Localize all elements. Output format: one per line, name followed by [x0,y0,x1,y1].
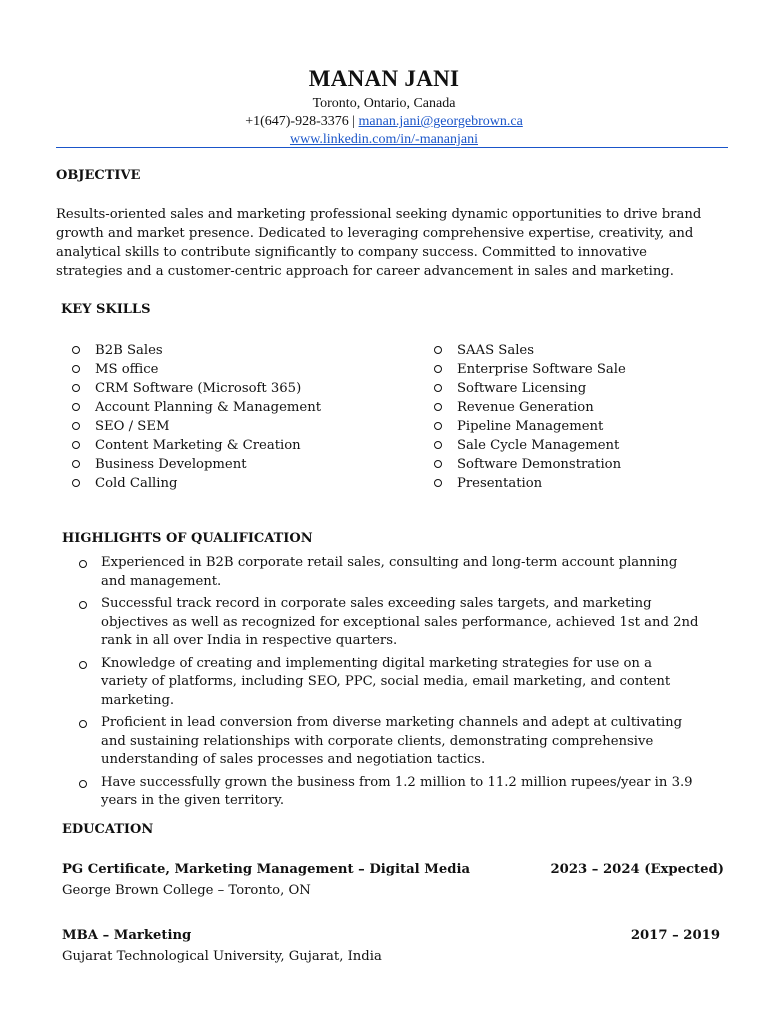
skill-label: Software Licensing [457,381,587,396]
skill-item [70,436,321,455]
skill-item [70,360,321,379]
circle-bullet-icon [434,403,442,411]
skill-label: Cold Calling [95,476,178,491]
skill-item [70,417,321,436]
header-divider [56,147,728,148]
skill-label: Revenue Generation [457,400,594,415]
circle-bullet-icon [79,601,87,609]
highlight-text: Experienced in B2B corporate retail sales, consulting and long-term account planning and management. [101,555,678,589]
contact-line [0,113,768,131]
highlight-item [62,554,702,591]
circle-bullet-icon [434,346,442,354]
degree-title: MBA – Marketing [62,928,192,943]
skill-label: Pipeline Management [457,419,604,434]
circle-bullet-icon [72,365,80,373]
skill-item [70,398,321,417]
skill-item [70,379,321,398]
skill-label: Enterprise Software Sale [457,362,626,377]
highlight-text: Proficient in lead conversion from diverse marketing channels and adept at cultivating and sustaining relationships with corporate clients, demonstrating comprehensive understanding of sales processes and negotiation tactics. [101,715,683,767]
highlights-heading: HIGHLIGHTS OF QUALIFICATION [62,531,313,546]
skill-label: MS office [95,362,159,377]
circle-bullet-icon [79,780,87,788]
highlight-item [62,714,702,770]
degree-title: PG Certificate, Marketing Management – Digital Media [62,862,471,877]
circle-bullet-icon [79,560,87,568]
skill-item [70,474,321,493]
circle-bullet-icon [72,346,80,354]
circle-bullet-icon [72,460,80,468]
linkedin-link[interactable]: www.linkedin.com/in/-mananjani [289,132,479,147]
skill-label: Content Marketing & Creation [95,438,301,453]
skill-label: Presentation [457,476,543,491]
objective-text: Results-oriented sales and marketing professional seeking dynamic opportunities to drive brand growth and market presence. Dedicated to leveraging comprehensive expertise, creativity, and analytical skills to contribute significantly to company success. Committed to innovative strategies and a customer-centric approach for career advancement in sales and marketing. [56,207,702,279]
degree-dates: 2023 – 2024 (Expected) [550,862,724,877]
skills-left-list [70,341,321,493]
skill-item [432,436,626,455]
circle-bullet-icon [72,441,80,449]
highlight-text: Have successfully grown the business from 1.2 million to 11.2 million rupees/year in 3.9 years in the given territory. [101,774,693,808]
education-heading: EDUCATION [62,822,154,837]
circle-bullet-icon [434,365,442,373]
circle-bullet-icon [434,479,442,487]
location-line: Toronto, Ontario, Canada [312,96,456,111]
skill-item [70,455,321,474]
circle-bullet-icon [72,384,80,392]
email-link[interactable]: manan.jani@georgebrown.ca [358,114,523,129]
highlight-item [62,774,702,811]
circle-bullet-icon [72,479,80,487]
circle-bullet-icon [434,384,442,392]
phone-number: +1(647)-928-3376 | [245,114,356,129]
objective-heading: OBJECTIVE [56,168,141,183]
highlight-text: Successful track record in corporate sales exceeding sales targets, and marketing objectives as well as recognized for exceptional sales performance, achieved 1st and 2nd rank in all over India in respective quarters. [101,596,699,648]
skill-label: Account Planning & Management [95,400,321,415]
skill-label: Software Demonstration [457,457,622,472]
skill-item [432,455,626,474]
skill-item [70,341,321,360]
skill-item [432,379,626,398]
circle-bullet-icon [434,460,442,468]
resume-name: MANAN JANI [308,66,460,91]
skill-label: Sale Cycle Management [457,438,620,453]
skill-label: SEO / SEM [95,419,170,434]
circle-bullet-icon [434,422,442,430]
degree-dates: 2017 – 2019 [630,928,720,943]
highlights-list [62,554,702,815]
school-name: George Brown College – Toronto, ON [62,883,311,898]
circle-bullet-icon [72,403,80,411]
school-name: Gujarat Technological University, Gujarat, India [62,949,382,964]
skill-label: Business Development [95,457,247,472]
circle-bullet-icon [72,422,80,430]
skill-label: SAAS Sales [457,343,534,358]
skill-item [432,417,626,436]
skill-item [432,341,626,360]
skill-item [432,398,626,417]
skills-right-list [432,341,626,493]
highlight-text: Knowledge of creating and implementing digital marketing strategies for use on a variety of platforms, including SEO, PPC, social media, email marketing, and content marketing. [101,655,671,708]
highlight-item [62,655,702,711]
circle-bullet-icon [79,661,87,669]
skill-label: B2B Sales [95,343,163,358]
skill-label: CRM Software (Microsoft 365) [95,381,302,396]
key-skills-heading: KEY SKILLS [61,302,151,317]
skill-item [432,474,626,493]
highlight-item [62,595,702,651]
circle-bullet-icon [79,720,87,728]
circle-bullet-icon [434,441,442,449]
skill-item [432,360,626,379]
